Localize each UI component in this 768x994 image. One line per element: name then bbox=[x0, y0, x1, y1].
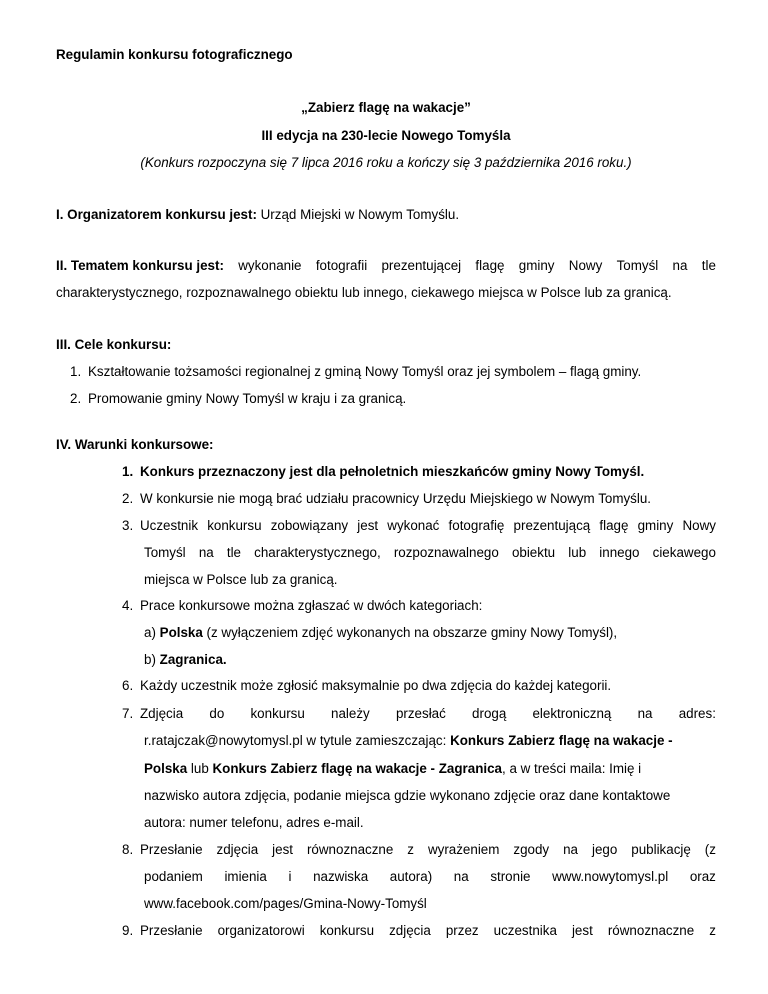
category-polska: a) Polska (z wyłączeniem zdjęć wykonanych na obszarze gminy Nowy Tomyśl), bbox=[144, 625, 618, 640]
category-zagranica: b) Zagranica. bbox=[144, 652, 227, 667]
list-item: 8. Przesłanie zdjęcia jest równoznaczne z wyrażeniem zgody na jego publikację (z bbox=[122, 842, 716, 857]
section-topic-line1: II. Tematem konkursu jest: wykonanie fotografii prezentującej flagę gminy Nowy Tomyśl na tle bbox=[56, 258, 716, 273]
section-topic bbox=[56, 258, 716, 273]
edition-title: III edycja na 230-lecie Nowego Tomyśla bbox=[261, 128, 511, 143]
list-item-continuation: Tomyśl na tle charakterystycznego, rozpoznawalnego obiektu lub innego ciekawego bbox=[144, 545, 716, 560]
list-item: 4. Prace konkursowe można zgłaszać w dwóch kategoriach: bbox=[122, 598, 483, 613]
list-item: 1. Konkurs przeznaczony jest dla pełnoletnich mieszkańców gminy Nowy Tomyśl. bbox=[122, 464, 645, 479]
list-item-continuation: www.facebook.com/pages/Gmina-Nowy-Tomyśl bbox=[144, 896, 427, 911]
list-item-continuation: nazwisko autora zdjęcia, podanie miejsca gdzie wykonano zdjęcie oraz dane kontaktowe bbox=[144, 788, 671, 803]
section-topic-line2: charakterystycznego, rozpoznawalnego obiektu lub innego, ciekawego miejsca w Polsce lub za granicą. bbox=[56, 285, 672, 300]
section-conditions-heading: IV. Warunki konkursowe: bbox=[56, 437, 214, 452]
list-item: 6. Każdy uczestnik może zgłosić maksymalnie po dwa zdjęcia do każdej kategorii. bbox=[122, 678, 612, 693]
list-item: 2. Promowanie gminy Nowy Tomyśl w kraju i za granicą. bbox=[70, 391, 407, 406]
list-item-continuation: podaniem imienia i nazwiska autora) na stronie www.nowytomysl.pl oraz bbox=[144, 869, 716, 884]
contest-name: „Zabierz flagę na wakacje” bbox=[301, 100, 471, 115]
section-organizer: I. Organizatorem konkursu jest: Urząd Miejski w Nowym Tomyślu. bbox=[56, 207, 460, 222]
list-item: 2. W konkursie nie mogą brać udziału pracownicy Urzędu Miejskiego w Nowym Tomyślu. bbox=[122, 491, 652, 506]
list-item-continuation: miejsca w Polsce lub za granicą. bbox=[144, 572, 338, 587]
list-item-continuation: r.ratajczak@nowytomysl.pl w tytule zamieszczając: Konkurs Zabierz flagę na wakacje - bbox=[144, 733, 673, 748]
list-item-continuation: autora: numer telefonu, adres e-mail. bbox=[144, 815, 364, 830]
section-goals-heading: III. Cele konkursu: bbox=[56, 337, 172, 352]
doc-title: Regulamin konkursu fotograficznego bbox=[56, 47, 293, 62]
list-item: 9. Przesłanie organizatorowi konkursu zdjęcia przez uczestnika jest równoznaczne z bbox=[122, 923, 716, 938]
list-item: 7. Zdjęcia do konkursu należy przesłać drogą elektroniczną na adres: bbox=[122, 706, 716, 721]
list-item: 3. Uczestnik konkursu zobowiązany jest wykonać fotografię prezentującą flagę gminy Nowy bbox=[122, 518, 716, 533]
list-item: 1. Kształtowanie tożsamości regionalnej z gminą Nowy Tomyśl oraz jej symbolem – flagą gminy. bbox=[70, 364, 642, 379]
list-item-continuation: Polska lub Konkurs Zabierz flagę na wakacje - Zagranica, a w treści maila: Imię i bbox=[144, 761, 642, 776]
dates-note: (Konkurs rozpoczyna się 7 lipca 2016 roku a kończy się 3 października 2016 roku.) bbox=[140, 155, 632, 170]
